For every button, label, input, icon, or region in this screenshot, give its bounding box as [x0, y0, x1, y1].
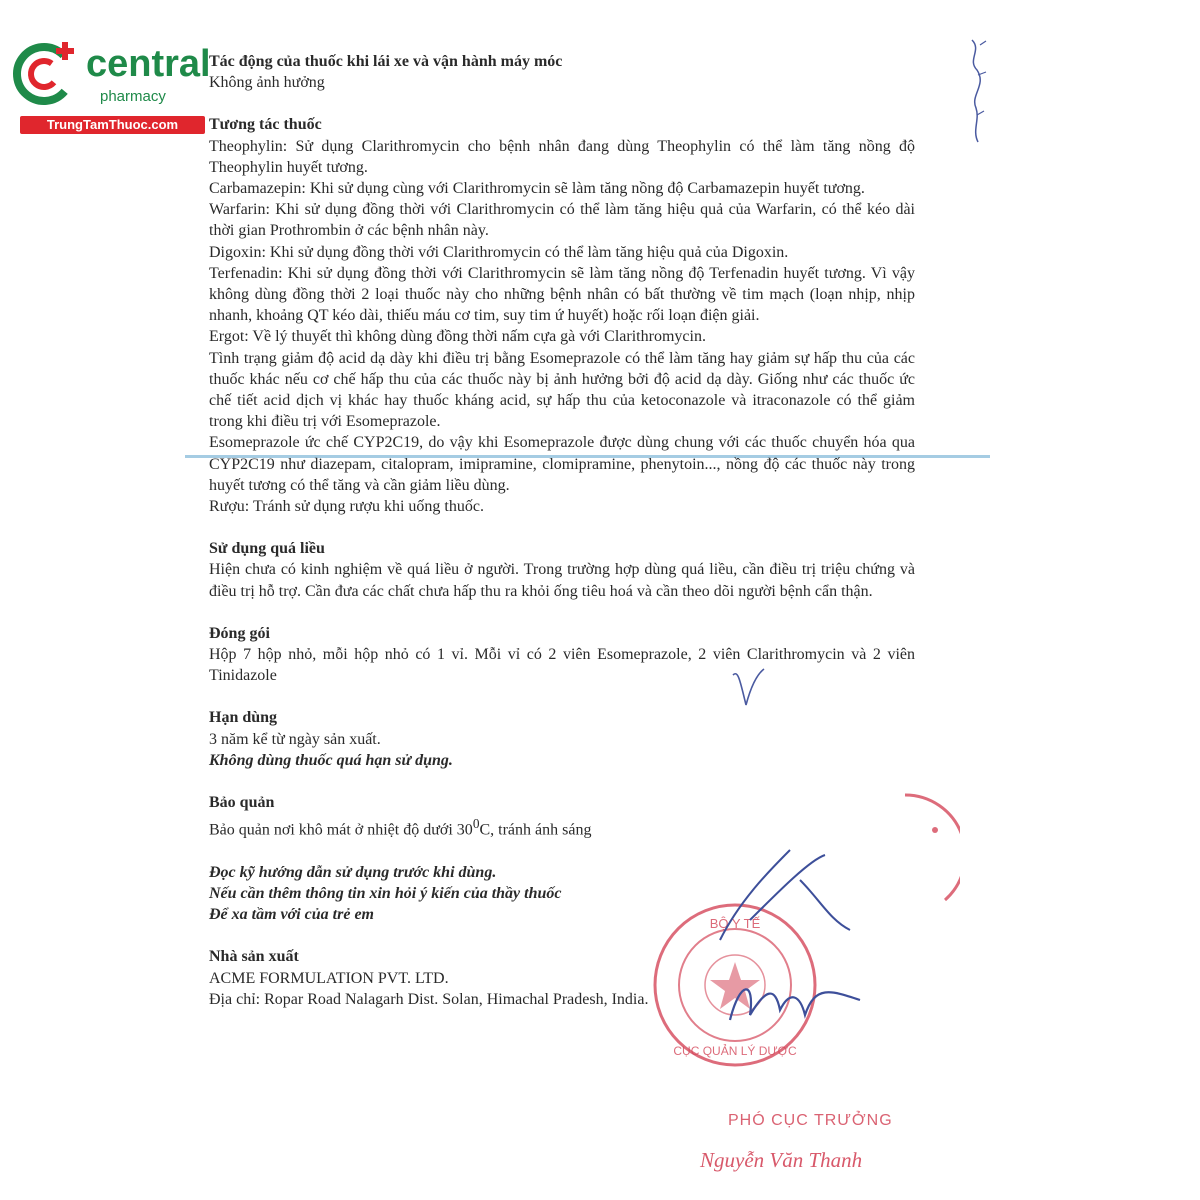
overdose-title: Sử dụng quá liều — [209, 540, 325, 558]
signature-top-icon — [700, 840, 860, 950]
logo-sub-text: pharmacy — [100, 88, 166, 105]
interaction-carbamazepin: Carbamazepin: Khi sử dụng cùng với Clarithromycin sẽ làm tăng nồng độ Carbamazepin huyết tương. — [209, 180, 865, 198]
signer-name: Nguyễn Văn Thanh — [700, 1148, 863, 1172]
margin-handwriting-mark — [962, 30, 1002, 150]
storage-degree: 0 — [472, 816, 480, 832]
warning-children: Để xa tầm với của trẻ em — [209, 906, 374, 924]
interaction-alcohol: Rượu: Tránh sử dụng rượu khi uống thuốc. — [209, 498, 484, 516]
expiry-body: 3 năm kể từ ngày sản xuất. — [209, 730, 381, 748]
driving-body: Không ảnh hưởng — [209, 74, 325, 92]
central-logo-icon — [10, 38, 80, 108]
interaction-terfenadin: Terfenadin: Khi sử dụng đồng thời với Clarithromycin sẽ làm tăng nồng độ Terfenadin huyết tương. Vì vậy không dùng đồng thời 2 loại thuốc này cho những bệnh nhân có bất thường về tim mạch (loạn nhịp, nhịp nhanh, khoảng QT kéo dài, thiếu máu cơ tim, suy tim ứ huyết) hoặc rối loạn điện giải. — [209, 264, 915, 325]
driving-title: Tác động của thuốc khi lái xe và vận hành máy móc — [209, 53, 563, 70]
expiry-title: Hạn dùng — [209, 709, 278, 727]
packaging-title: Đóng gói — [209, 624, 270, 642]
storage-body-post: C, tránh ánh sáng — [479, 821, 592, 839]
signature-bottom-icon — [720, 960, 870, 1040]
interaction-acid: Tình trạng giảm độ acid dạ dày khi điều trị bằng Esomeprazole có thể làm tăng hay giảm sự hấp thu của các thuốc khác nếu cơ chế hấp thu của các thuốc này bị ảnh hưởng bởi độ acid dạ dày. Giống như các thuốc ức chế tiết acid dịch vị khác hay thuốc kháng acid, sự hấp thu của ketoconazole và itraconazole có thể giảm trong khi điều trị với Esomeprazole. — [209, 349, 915, 431]
warning-ask: Nếu cần thêm thông tin xin hỏi ý kiến của thầy thuốc — [209, 885, 562, 903]
interaction-cyp2c19: Esomeprazole ức chế CYP2C19, do vậy khi Esomeprazole được dùng chung với các thuốc chuyển hóa qua CYP2C19 như diazepam, citalopram, imipramine, clomipramine, phenytoin..., nồng độ các thuốc này trong huyết tương có thể tăng và cần giảm liều dùng. — [209, 434, 915, 494]
interaction-digoxin: Digoxin: Khi sử dụng đồng thời với Clarithromycin có thể làm tăng hiệu quả của Digoxin. — [209, 243, 789, 261]
logo-site-link[interactable]: TrungTamThuoc.com — [20, 116, 205, 134]
interaction-theophylin: Theophylin: Sử dụng Clarithromycin cho bệnh nhân đang dùng Theophylin có thể làm tăng nồng độ Theophylin huyết tương. — [209, 137, 915, 176]
interaction-ergot: Ergot: Về lý thuyết thì không dùng đồng thời nấm cựa gà với Clarithromycin. — [209, 328, 706, 346]
storage-title: Bảo quản — [209, 794, 275, 812]
manufacturer-title: Nhà sản xuất — [209, 948, 299, 966]
storage-body — [209, 813, 915, 841]
interaction-warfarin: Warfarin: Khi sử dụng đồng thời với Clarithromycin có thể làm tăng hiệu quả của Warfarin, có thể kéo dài thời gian Prothrombin ở các bệnh nhân này. — [209, 201, 915, 240]
svg-text:BỘ Y TẾ: BỘ Y TẾ — [709, 916, 761, 931]
overdose-body: Hiện chưa có kinh nghiệm về quá liều ở người. Trong trường hợp dùng quá liều, cần điều trị triệu chứng và điều trị hỗ trợ. Cần đưa các chất chưa hấp thu ra khỏi ống tiêu hoá và cần theo dõi người bệnh cẩn thận. — [209, 561, 915, 600]
manufacturer-name: ACME FORMULATION PVT. LTD. — [209, 969, 449, 987]
logo-brand-text: central — [86, 43, 211, 85]
interactions-title: Tương tác thuốc — [209, 116, 322, 134]
manufacturer-address: Địa chỉ: Ropar Road Nalagarh Dist. Solan, Himachal Pradesh, India. — [209, 990, 649, 1008]
check-mark-icon — [728, 665, 768, 715]
central-pharmacy-logo[interactable] — [10, 36, 215, 136]
svg-text:CỤC QUẢN LÝ DƯỢC: CỤC QUẢN LÝ DƯỢC — [673, 1044, 797, 1058]
partial-seal-icon — [900, 790, 960, 910]
packaging-body: Hộp 7 hộp nhỏ, mỗi hộp nhỏ có 1 vỉ. Mỗi vỉ có 2 viên Esomeprazole, 2 viên Clarithromycin và 2 viên Tinidazole — [209, 646, 915, 685]
deputy-director-stamp: PHÓ CỤC TRƯỞNG — [728, 1112, 893, 1129]
storage-body-pre: Bảo quản nơi khô mát ở nhiệt độ dưới 30 — [209, 821, 473, 839]
expiry-note: Không dùng thuốc quá hạn sử dụng. — [209, 751, 453, 769]
warning-read: Đọc kỹ hướng dẫn sử dụng trước khi dùng. — [209, 863, 497, 881]
